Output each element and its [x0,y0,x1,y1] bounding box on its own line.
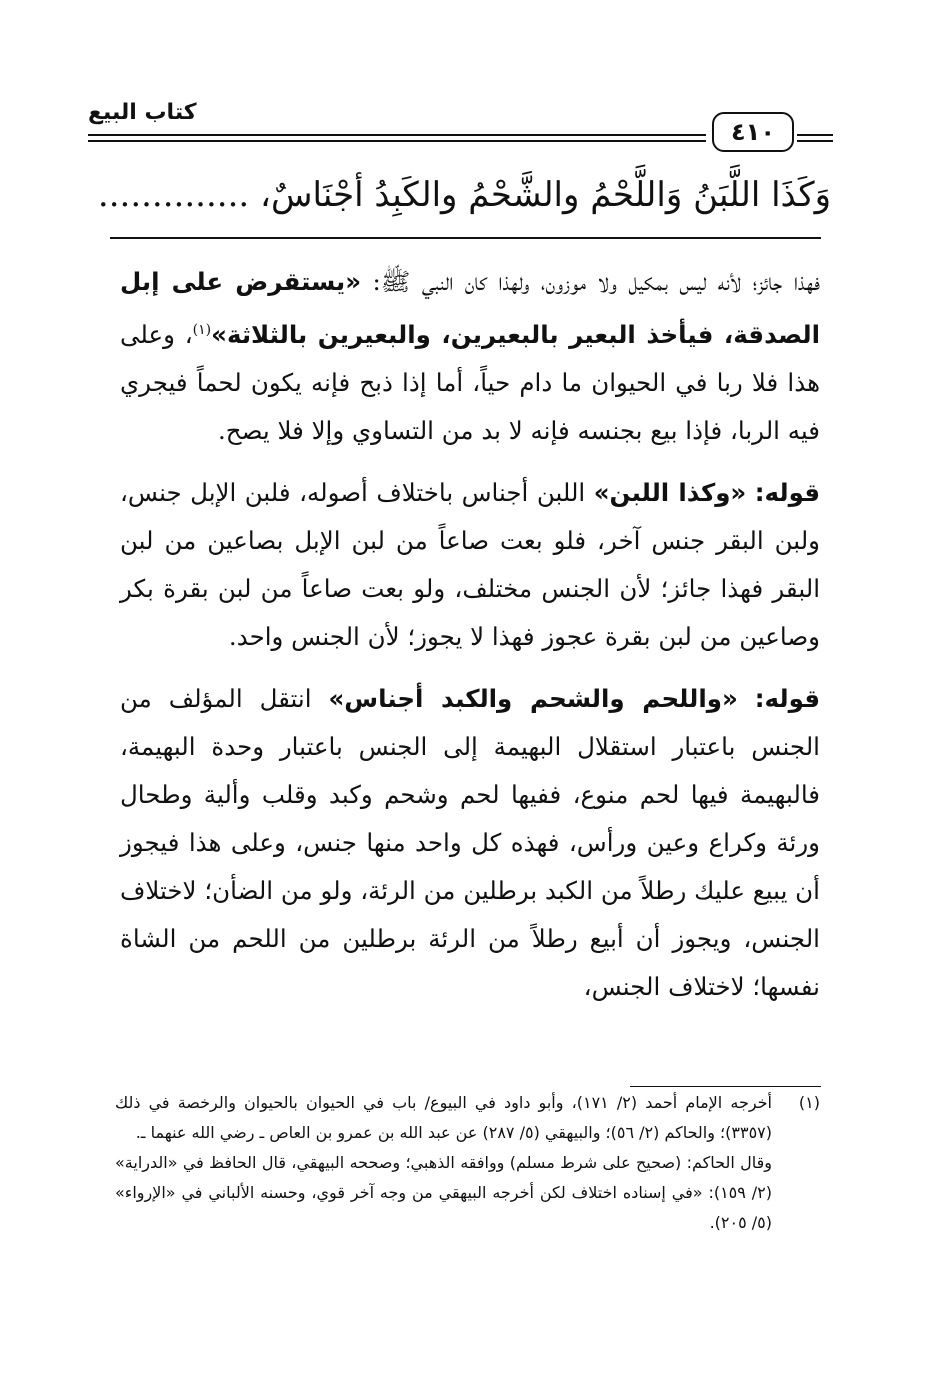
page-header [88,100,833,156]
qawluhu-label: قوله: [754,478,820,508]
footnote-number: (١) [798,1093,820,1112]
matn-quote: «واللحم والشحم والكبد أجناس» [328,684,738,714]
footnote-line: أخرجه الإمام أحمد (٢/ ١٧١)، وأبو داود في البيوع/ باب في الحيوان بالحيوان والرخصة في ذلك (٣٣٥٧)؛ والحاكم (٢/ ٥٦)؛ والبيهقي (٥/ ٢٨٧) عن عبد الله بن عمرو بن العاص ـ رضي الله عنهما ـ. [115,1093,773,1142]
footnote-ref[interactable]: (١) [192,322,212,338]
paragraph-text: انتقل المؤلف من الجنس باعتبار استقلال البهيمة إلى الجنس باعتبار وحدة البهيمة، فالبهيمة فيها لحم منوع، ففيها لحم وشحم وكبد وقلب وألية وطحال ورئة وكراع وعين ورأس، فهذه كل واحد منها جنس، وعلى هذا فيجوز أن يبيع عليك رطلاً من الكبد برطلين من الرئة، ولو من الضأن؛ لاختلاف الجنس، ويجوز أن أبيع رطلاً من الرئة برطلين من اللحم من الشاة نفسها؛ لاختلاف الجنس، [120,684,820,1002]
book-title: كتاب البيع [88,100,234,125]
matn-divider [110,237,821,239]
footnote [115,1088,820,1238]
footnote-text [115,1088,772,1238]
footnote-line: وقال الحاكم: (صحيح على شرط مسلم) ووافقه الذهبي؛ وصححه البيهقي، قال الحافظ في «الدراية» (٢/ ١٥٩): «في إسناده اختلاف لكن أخرجه البيهقي من وجه آخر قوي، وحسنه الألباني في «الإرواء» (٥/ ٢٠٥). [115,1153,772,1232]
paragraph [120,258,820,455]
paragraph-text: اللبن أجناس باختلاف أصوله، فلبن الإبل جنس، ولبن البقر جنس آخر، فلو بعت صاعاً من لبن الإبل بصاعين من لبن البقر فهذا جائز؛ لأن الجنس مختلف، ولو بعت صاعاً من لبن بقرة بكر وصاعين من لبن بقرة عجوز فهذا لا يجوز؛ لأن الجنس واحد. [120,478,820,652]
paragraph-text: ، وعلى هذا فلا ربا في الحيوان ما دام حياً، أما إذا ذبح فإنه يكون لحماً فيجري فيه الربا، فإذا بيع بجنسه فإنه لا بد من التساوي وإلا فلا يصح. [120,320,820,446]
footnotes [115,1088,820,1238]
header-rule [88,134,706,136]
paragraph [120,675,820,1011]
matn-verse: وَكَذَا اللَّبَنُ وَاللَّحْمُ والشَّحْمُ والكَبِدُ أجْنَاسٌ، .............. [97,175,831,215]
matn-quote: «وكذا اللبن» [593,478,747,508]
qawluhu-label: قوله: [754,684,820,714]
header-rule [797,134,833,136]
header-rule [797,140,833,142]
header-rule [88,140,706,142]
paragraph [120,469,820,661]
footnote-rule [630,1086,821,1087]
paragraph-text: فهذا جائز؛ لأنه ليس بمكيل ولا موزون، ولهذا كان النبي ﷺ: [361,267,821,296]
hadith-quote: «يستقرض على إبل الصدقة، فيأخذ البعير بالبعيرين، والبعيرين بالثلاثة» [120,267,820,350]
commentary-body [120,258,820,1025]
page-number: ٤١٠ [712,112,794,152]
